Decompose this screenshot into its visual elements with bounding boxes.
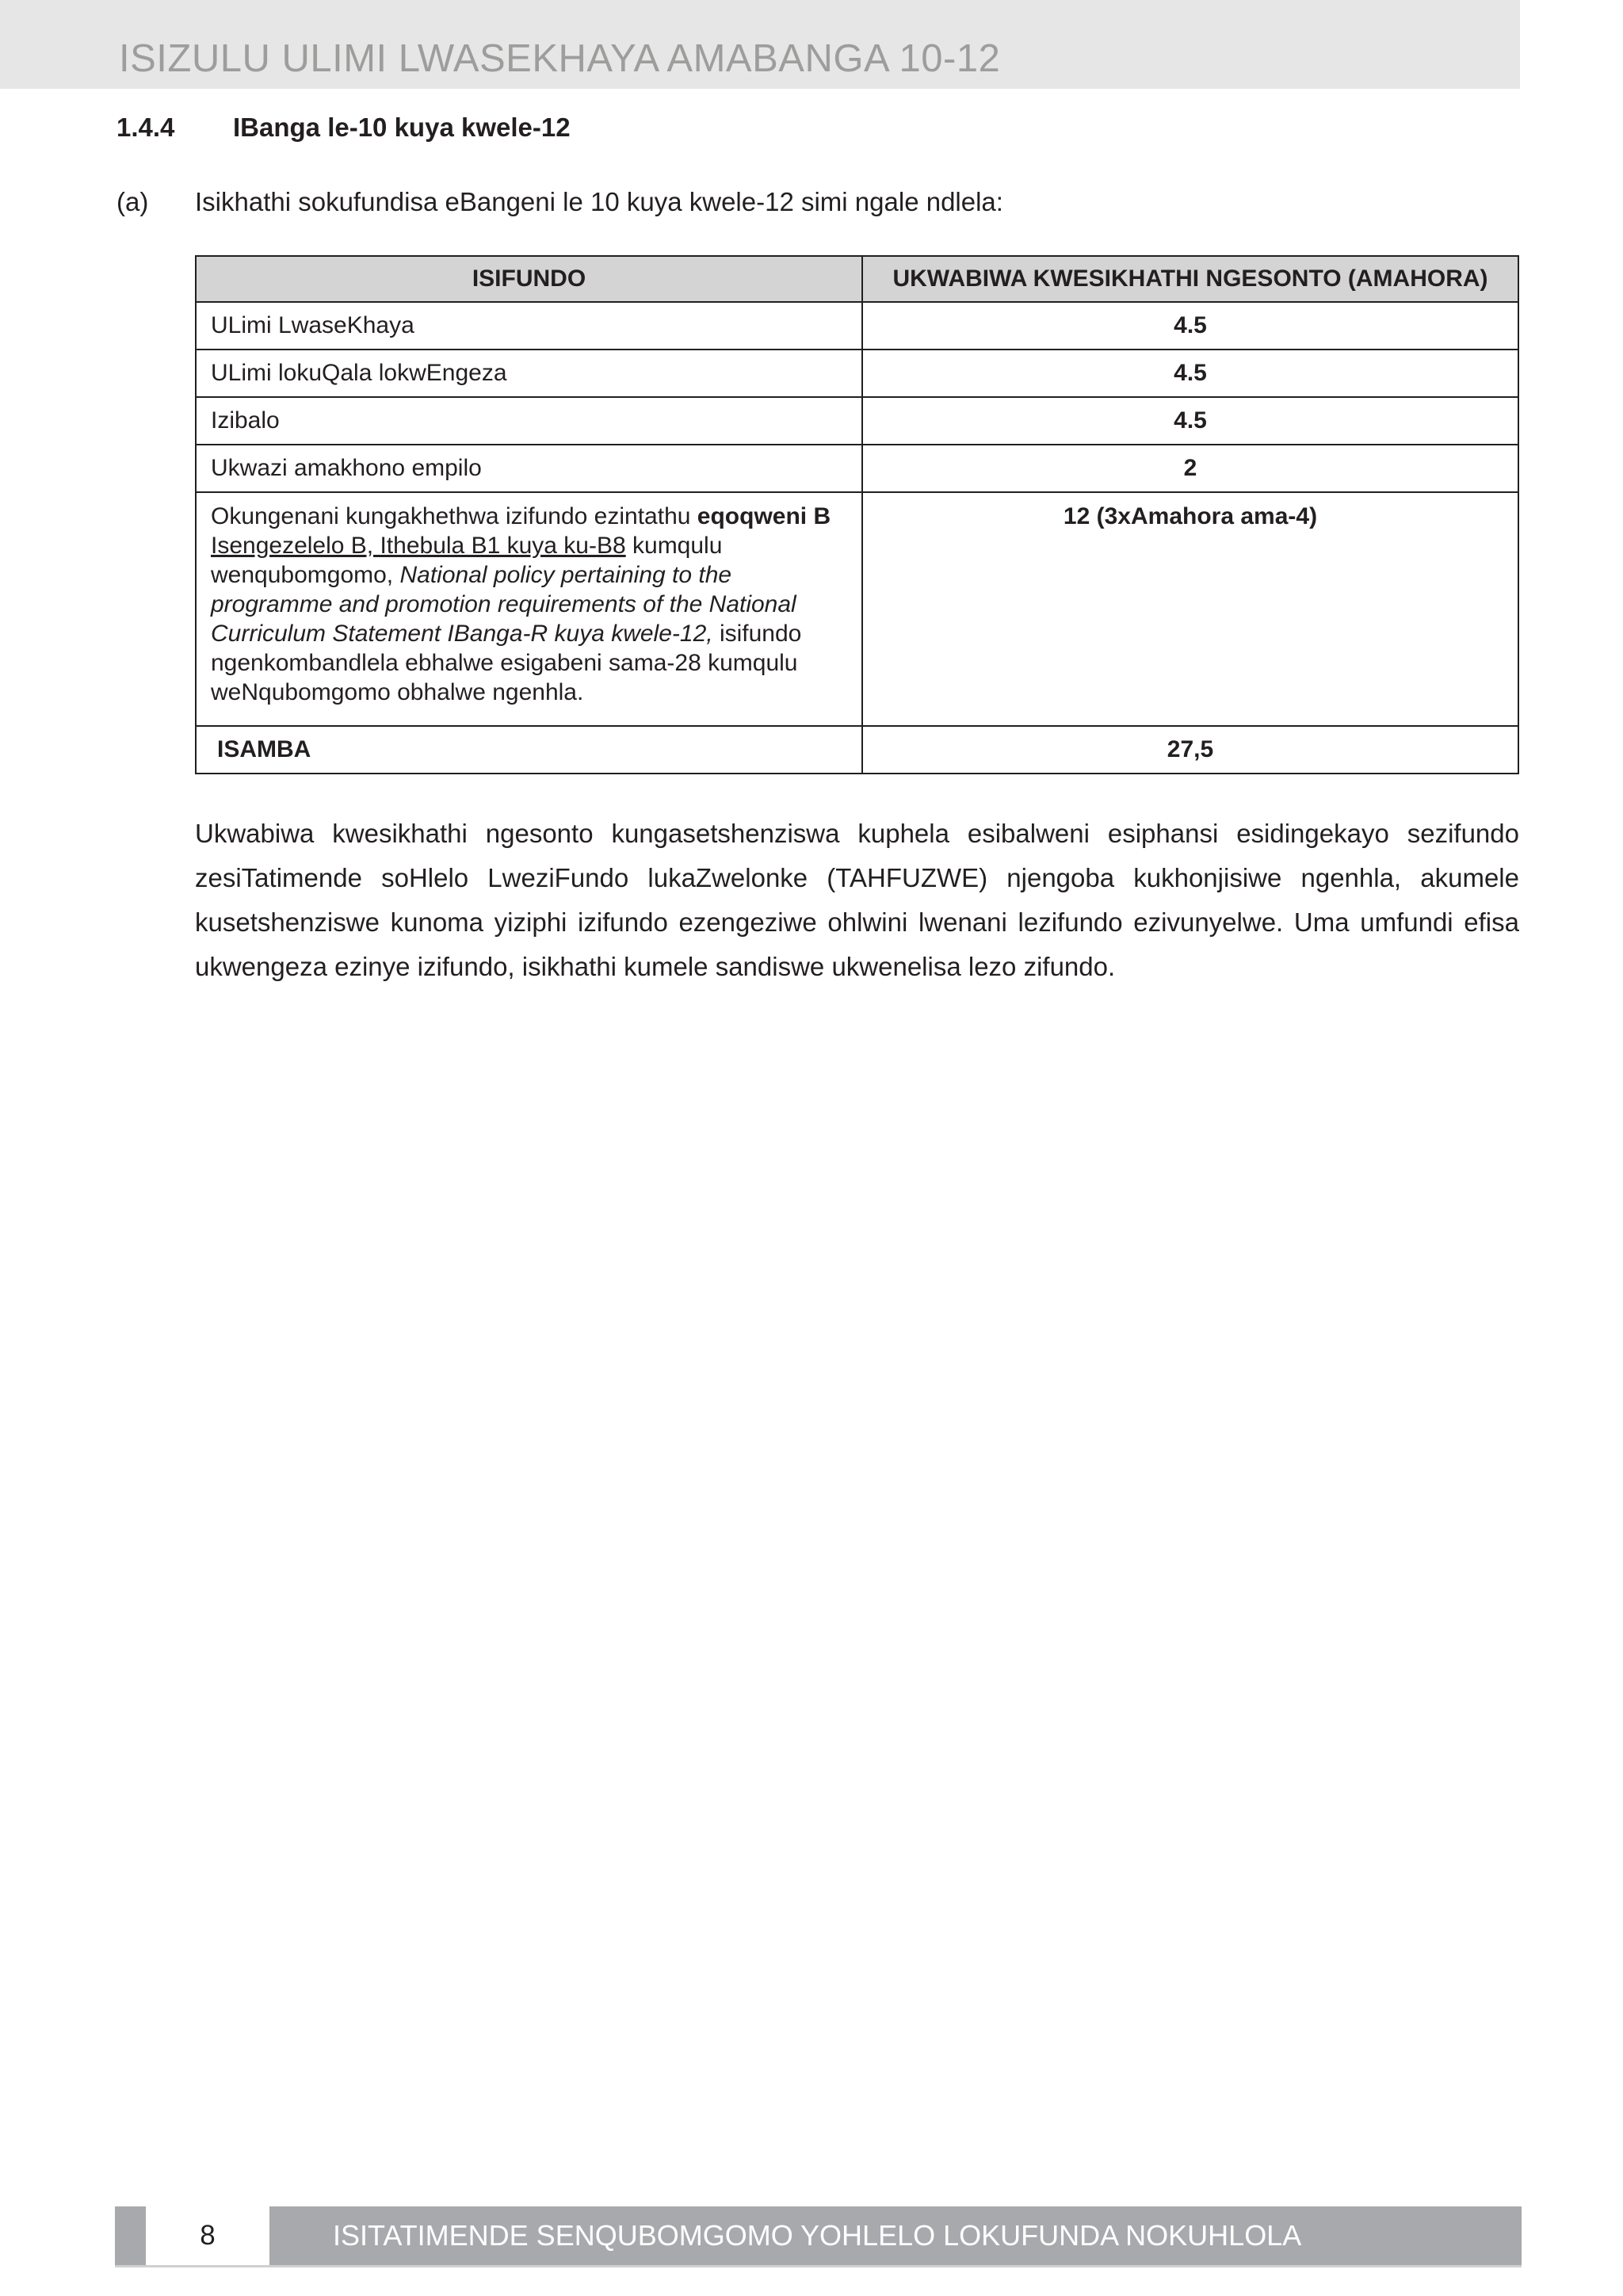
time-allocation-table	[195, 255, 1519, 774]
elective-bold-text: eqoqweni B	[697, 503, 831, 529]
hours-cell: 4.5	[862, 302, 1518, 350]
item-label: (a)	[116, 187, 149, 216]
elective-italic-policy-title: National policy pertaining to the programme and promotion requirements of the National Curriculum Statement IBanga-R kuya kwele-12,	[211, 562, 796, 647]
column-header-hours: UKWABIWA KWESIKHATHI NGESONTO (AMAHORA)	[862, 256, 1518, 302]
subject-cell: ULimi lokuQala lokwEngeza	[196, 350, 862, 397]
total-hours: 27,5	[862, 726, 1518, 774]
hours-cell: 4.5	[862, 350, 1518, 397]
footer-divider	[115, 2265, 1522, 2267]
elective-text-3: kumqulu wenqubomgomo,	[211, 533, 723, 588]
body-paragraph: Ukwabiwa kwesikhathi ngesonto kungasetshenziswa kuphela esibalweni esiphansi esidingekayo sezifundo zesiTatimende soHlelo LweziFundo lukaZwelonke (TAHFUZWE) njengoba kukhonjisiwe ngenhla, akumele kusetshenziswe kunoma yiziphi izifundo ezengeziwe ohlwini lwenani lezifundo ezivunyelwe. Uma umfundi efisa ukwengeza ezinye izifundo, isikhathi kumele sandiswe ukwenelisa lezo zifundo.	[195, 819, 1519, 981]
elective-hours-cell: 12 (3xAmahora ama-4)	[862, 492, 1518, 726]
section-number: 1.4.4	[116, 113, 175, 142]
section-title: IBanga le-10 kuya kwele-12	[233, 113, 571, 142]
subject-cell: Ukwazi amakhono empilo	[196, 445, 862, 492]
table-row	[196, 350, 1518, 397]
subject-cell: Izibalo	[196, 397, 862, 445]
table-row	[196, 397, 1518, 445]
elective-row	[196, 492, 1518, 726]
elective-text-4: isifundo ngenkombandlela ebhalwe esigabeni sama-28 kumqulu weNqubomgomo obhalwe ngenhla.	[211, 621, 802, 705]
item-text: Isikhathi sokufundisa eBangeni le 10 kuya kwele-12 simi ngale ndlela:	[195, 187, 1003, 216]
subject-cell: ULimi LwaseKhaya	[196, 302, 862, 350]
total-row	[196, 726, 1518, 774]
footer-title: ISITATIMENDE SENQUBOMGOMO YOHLELO LOKUFUNDA NOKUHLOLA	[333, 2219, 1302, 2252]
elective-underlined-reference: Isengezelelo B, Ithebula B1 kuya ku-B8	[211, 533, 626, 559]
page-number: 8	[146, 2206, 269, 2265]
hours-cell: 2	[862, 445, 1518, 492]
total-label: ISAMBA	[196, 726, 862, 774]
header-title: ISIZULU ULIMI LWASEKHAYA AMABANGA 10-12	[119, 37, 1001, 80]
hours-cell: 4.5	[862, 397, 1518, 445]
table-header-row	[196, 256, 1518, 302]
table-row	[196, 445, 1518, 492]
elective-text-1: Okungenani kungakhethwa izifundo ezintathu	[211, 503, 697, 529]
column-header-subject: ISIFUNDO	[196, 256, 862, 302]
elective-subject-cell	[196, 492, 862, 726]
table-row	[196, 302, 1518, 350]
